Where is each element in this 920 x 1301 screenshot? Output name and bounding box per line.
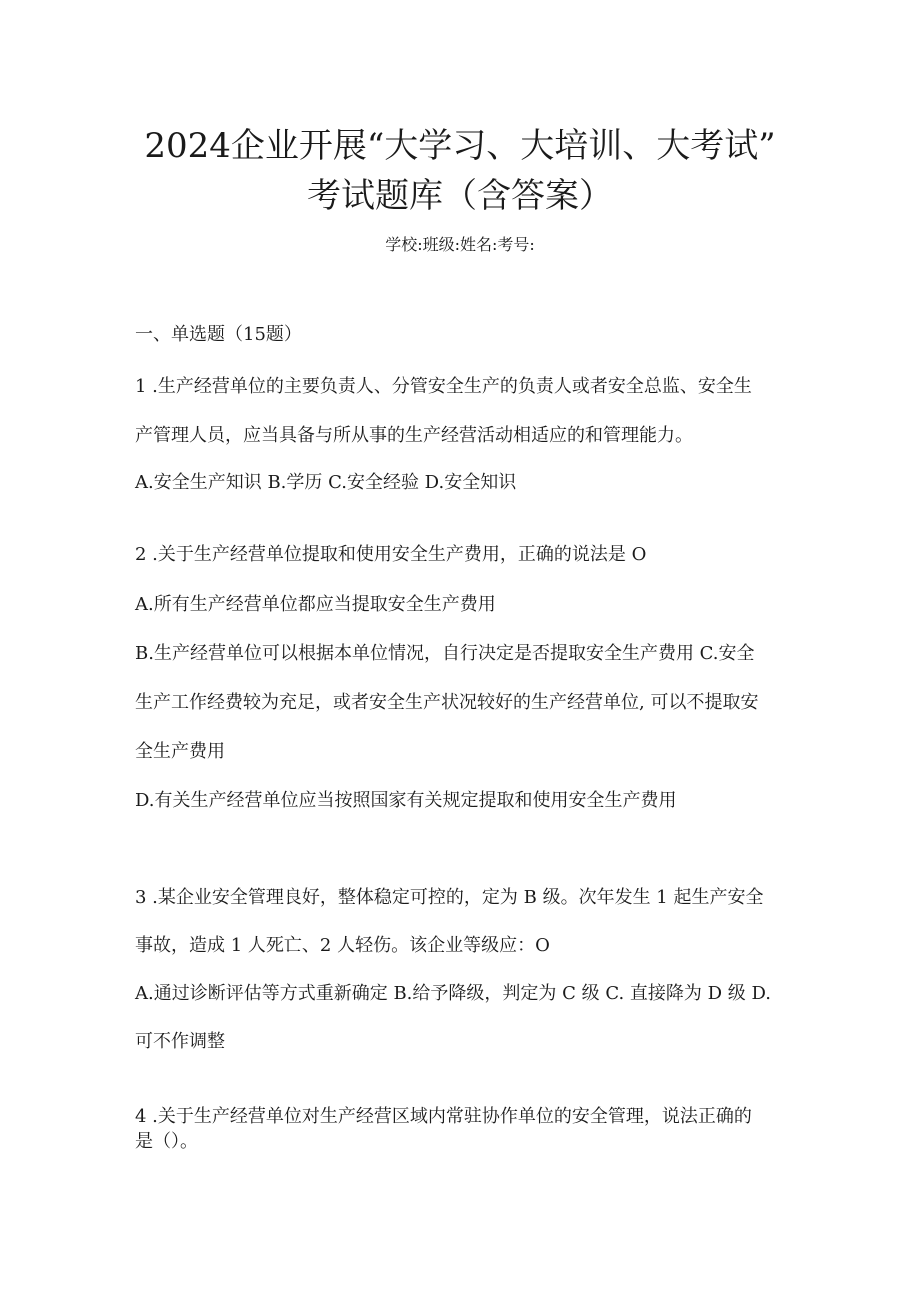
question-3-options-line-1: A.通过诊断评估等方式重新确定 B.给予降级，判定为 C 级 C. 直接降为 D 级 D. bbox=[135, 983, 772, 1004]
question-4-text-line-2: 是（）。 bbox=[135, 1131, 198, 1152]
question-3-text-line-1: 3 .某企业安全管理良好，整体稳定可控的，定为 B 级。次年发生 1 起生产安全 bbox=[135, 887, 764, 908]
question-2-option-b-line-1: B.生产经营单位可以根据本单位情况，自行决定是否提取安全生产费用 C.安全 bbox=[135, 643, 755, 664]
question-1-options: A.安全生产知识 B.学历 C.安全经验 D.安全知识 bbox=[135, 472, 517, 493]
question-2-option-c-line-2: 全生产费用 bbox=[135, 741, 225, 762]
document-title-line-2: 考试题库（含答案） bbox=[307, 176, 613, 216]
question-2-option-c-line-1: 生产工作经费较为充足，或者安全生产状况较好的生产经营单位, 可以不提取安 bbox=[135, 692, 759, 713]
student-info-line: 学校:班级:姓名:考号: bbox=[385, 235, 535, 254]
question-4-text-line-1: 4 .关于生产经营单位对生产经营区域内常驻协作单位的安全管理，说法正确的 bbox=[135, 1106, 752, 1127]
question-3-text-line-2: 事故，造成 1 人死亡、2 人轻伤。该企业等级应：O bbox=[135, 935, 550, 956]
question-3-options-line-2: 可不作调整 bbox=[135, 1031, 225, 1052]
section-heading: 一、单选题（15题） bbox=[135, 324, 302, 345]
question-2-text: 2 .关于生产经营单位提取和使用安全生产费用，正确的说法是 O bbox=[135, 544, 647, 565]
question-2-option-a: A.所有生产经营单位都应当提取安全生产费用 bbox=[135, 594, 496, 615]
question-1-text-line-2: 产管理人员，应当具备与所从事的生产经营活动相适应的和管理能力。 bbox=[135, 425, 693, 446]
document-title-line-1: 2024企业开展“大学习、大培训、大考试” bbox=[144, 126, 776, 166]
question-2-option-d: D.有关生产经营单位应当按照国家有关规定提取和使用安全生产费用 bbox=[135, 790, 677, 811]
question-1-text-line-1: 1 .生产经营单位的主要负责人、分管安全生产的负责人或者安全总监、安全生 bbox=[135, 376, 752, 397]
